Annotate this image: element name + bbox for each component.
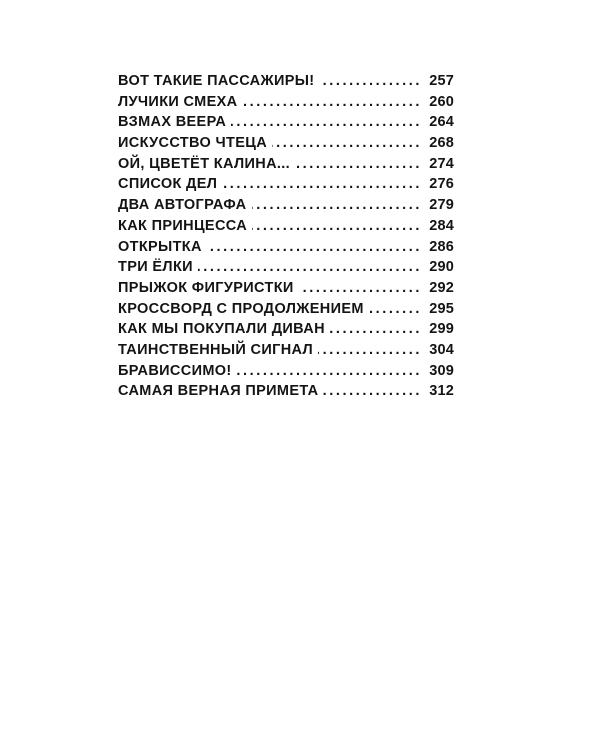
toc-entry-title: ПРЫЖОК ФИГУРИСТКИ xyxy=(118,279,294,296)
dot-leader xyxy=(242,92,422,113)
toc-entry-title: ИСКУССТВО ЧТЕЦА xyxy=(118,135,268,152)
toc-entry-page: 284 xyxy=(429,217,454,234)
toc-entry xyxy=(118,92,454,113)
dot-leader xyxy=(252,216,422,237)
dot-leader xyxy=(299,278,422,299)
toc-entry-page: 276 xyxy=(429,176,454,193)
toc-entry xyxy=(118,195,454,216)
dot-leader xyxy=(295,154,422,175)
toc-entry-page: 274 xyxy=(429,155,454,172)
toc-entry xyxy=(118,319,454,340)
toc-entry xyxy=(118,174,454,195)
toc-entry-title: БРАВИССИМО! xyxy=(118,362,232,379)
toc-entry-page: 290 xyxy=(429,259,454,276)
dot-leader xyxy=(318,340,422,361)
toc-entry xyxy=(118,71,454,92)
toc-entry-page: 312 xyxy=(429,383,454,400)
dot-leader xyxy=(319,71,422,92)
toc-entry-title: САМАЯ ВЕРНАЯ ПРИМЕТА xyxy=(118,383,319,400)
dot-leader xyxy=(237,361,422,382)
toc-entry-title: ТАИНСТВЕННЫЙ СИГНАЛ xyxy=(118,341,314,358)
toc-entry-title: ВЗМАХ ВЕЕРА xyxy=(118,114,227,131)
dot-leader xyxy=(231,112,422,133)
toc-entry xyxy=(118,257,454,278)
toc-entry-page: 257 xyxy=(429,73,454,89)
toc-entry-page: 268 xyxy=(429,135,454,152)
toc-entry xyxy=(118,237,454,258)
toc-entry xyxy=(118,278,454,299)
toc-entry xyxy=(118,112,454,133)
toc-entry-page: 286 xyxy=(429,238,454,255)
toc-entry-page: 260 xyxy=(429,93,454,110)
toc-entry-title: ВОТ ТАКИЕ ПАССАЖИРЫ! xyxy=(118,73,315,89)
toc-entry-page: 264 xyxy=(429,114,454,131)
dot-leader xyxy=(369,299,422,320)
dot-leader xyxy=(330,319,422,340)
toc-entry-title: КАК ПРИНЦЕССА xyxy=(118,217,248,234)
toc-entry-title: ТРИ ЁЛКИ xyxy=(118,259,193,276)
toc-entry-title: КРОССВОРД С ПРОДОЛЖЕНИЕМ xyxy=(118,300,364,317)
toc-entry-title: ОТКРЫТКА xyxy=(118,238,202,255)
toc-entry-title: СПИСОК ДЕЛ xyxy=(118,176,218,193)
toc-entry xyxy=(118,361,454,382)
toc-entry-page: 309 xyxy=(429,362,454,379)
dot-leader xyxy=(207,237,422,258)
toc-entry-page: 295 xyxy=(429,300,454,317)
toc-entry xyxy=(118,381,454,402)
toc-entry-page: 299 xyxy=(429,321,454,338)
table-of-contents xyxy=(118,71,454,402)
toc-entry-title: ОЙ, ЦВЕТЁТ КАЛИНА... xyxy=(118,155,291,172)
toc-entry xyxy=(118,216,454,237)
toc-entry-page: 279 xyxy=(429,197,454,214)
dot-leader xyxy=(222,174,422,195)
toc-entry-title: ЛУЧИКИ СМЕХА xyxy=(118,93,238,110)
toc-entry xyxy=(118,299,454,320)
toc-entry xyxy=(118,133,454,154)
dot-leader xyxy=(323,381,422,402)
toc-entry-title: ДВА АВТОГРАФА xyxy=(118,197,247,214)
dot-leader xyxy=(198,257,422,278)
dot-leader xyxy=(272,133,422,154)
dot-leader xyxy=(252,195,422,216)
toc-entry xyxy=(118,154,454,175)
toc-entry-title: КАК МЫ ПОКУПАЛИ ДИВАН xyxy=(118,321,325,338)
toc-entry xyxy=(118,340,454,361)
toc-entry-page: 292 xyxy=(429,279,454,296)
toc-entry-page: 304 xyxy=(429,341,454,358)
